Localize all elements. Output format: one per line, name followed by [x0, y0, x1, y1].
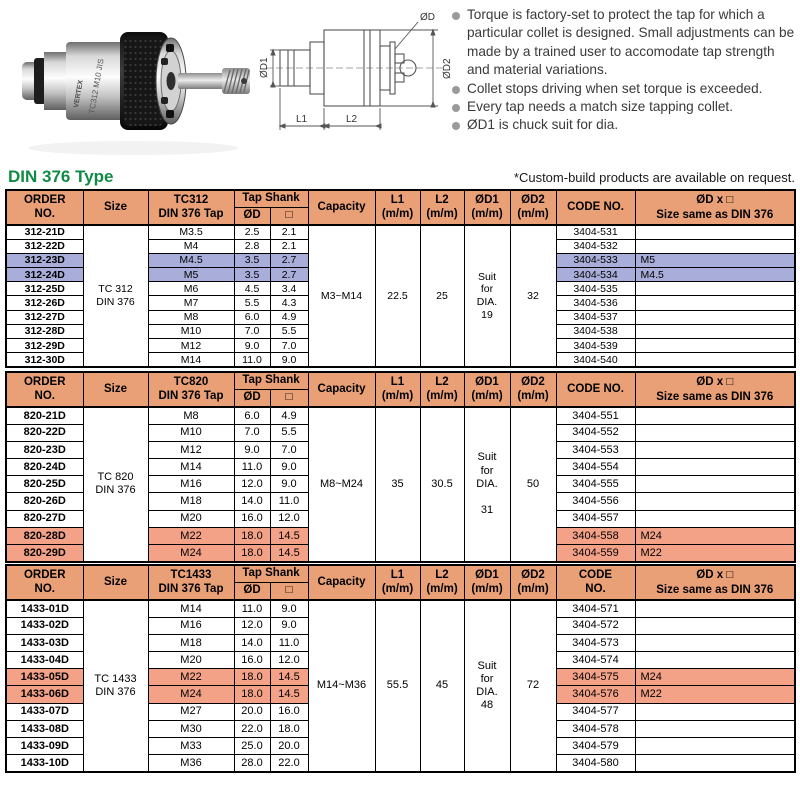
col-l1: L1 (m/m) [375, 372, 420, 407]
page-title: DIN 376 Type [8, 167, 114, 186]
shank-square-cell: 18.0 [270, 720, 308, 737]
shank-square-cell: 5.5 [270, 424, 308, 441]
l1-cell: 55.5 [375, 600, 420, 772]
spec-table-tc820 [5, 371, 796, 563]
feature-item: Every tap needs a match size tapping collet. [452, 98, 796, 116]
same-size-cell: M5 [635, 253, 795, 267]
tap-size-cell: M18 [148, 634, 234, 651]
tap-size-cell: M20 [148, 510, 234, 527]
same-size-cell: M24 [635, 669, 795, 686]
shank-square-cell: 12.0 [270, 652, 308, 669]
same-size-cell [635, 296, 795, 310]
shank-od-cell: 12.0 [234, 617, 270, 634]
tap-size-cell: M4 [148, 239, 234, 253]
col-tap: TC820 DIN 376 Tap [148, 372, 234, 407]
size-cell: TC 312 DIN 376 [83, 225, 148, 367]
col-capacity: Capacity [308, 565, 375, 600]
code-no-cell: 3404-536 [556, 296, 635, 310]
tap-size-cell: M3.5 [148, 225, 234, 239]
order-no-cell: 1433-10D [6, 755, 83, 772]
col-l2: L2 (m/m) [420, 190, 464, 225]
same-size-cell [635, 353, 795, 367]
label-d1: ØD1 [259, 57, 270, 78]
col-tap-shank: Tap Shank [234, 372, 308, 389]
l2-cell: 30.5 [420, 407, 464, 562]
order-no-cell: 312-29D [6, 339, 83, 353]
order-no-cell: 820-22D [6, 424, 83, 441]
code-no-cell: 3404-574 [556, 652, 635, 669]
shank-od-cell: 16.0 [234, 652, 270, 669]
code-no-cell: 3404-534 [556, 268, 635, 282]
shank-square-cell: 20.0 [270, 738, 308, 755]
col-size: Size [83, 565, 148, 600]
col-square: □ [270, 582, 308, 600]
order-no-cell: 820-29D [6, 545, 83, 562]
order-no-cell: 312-23D [6, 253, 83, 267]
col-tap: TC1433 DIN 376 Tap [148, 565, 234, 600]
same-size-cell: M22 [635, 686, 795, 703]
col-od: ØD [234, 207, 270, 225]
col-l1: L1 (m/m) [375, 190, 420, 225]
shank-square-cell: 14.5 [270, 669, 308, 686]
spec-table-tc312 [5, 189, 796, 368]
label-d2: ØD2 [442, 58, 453, 79]
shank-square-cell: 12.0 [270, 510, 308, 527]
shank-square-cell: 2.7 [270, 268, 308, 282]
order-no-cell: 1433-07D [6, 703, 83, 720]
code-no-cell: 3404-538 [556, 324, 635, 338]
shank-od-cell: 11.0 [234, 459, 270, 476]
same-size-cell: M24 [635, 527, 795, 544]
col-od1: ØD1 (m/m) [464, 190, 510, 225]
tap-center-hole [241, 78, 247, 84]
code-no-cell: 3404-578 [556, 720, 635, 737]
col-order: ORDER NO. [6, 565, 83, 600]
shank-od-cell: 6.0 [234, 407, 270, 424]
shank-od-cell: 14.0 [234, 493, 270, 510]
same-size-cell [635, 617, 795, 634]
photo-shadow [28, 141, 238, 155]
shank-od-cell: 6.0 [234, 310, 270, 324]
shank-od-cell: 2.8 [234, 239, 270, 253]
same-size-cell [635, 225, 795, 239]
tap-size-cell: M10 [148, 424, 234, 441]
shank-square-cell: 9.0 [270, 600, 308, 617]
tap-size-cell: M14 [148, 600, 234, 617]
order-no-cell: 312-28D [6, 324, 83, 338]
tap-size-cell: M33 [148, 738, 234, 755]
col-od2: ØD2 (m/m) [510, 372, 556, 407]
code-no-cell: 3404-572 [556, 617, 635, 634]
col-tap: TC312 DIN 376 Tap [148, 190, 234, 225]
code-no-cell: 3404-557 [556, 510, 635, 527]
code-no-cell: 3404-535 [556, 282, 635, 296]
tap-size-cell: M24 [148, 545, 234, 562]
tap-size-cell: M14 [148, 459, 234, 476]
same-size-cell [635, 441, 795, 458]
table-row [6, 600, 795, 617]
same-size-cell [635, 720, 795, 737]
shank-square-cell: 7.0 [270, 441, 308, 458]
order-no-cell: 1433-06D [6, 686, 83, 703]
tap-size-cell: M14 [148, 353, 234, 367]
dimension-drawing [258, 6, 453, 151]
order-no-cell: 820-25D [6, 476, 83, 493]
shank-od-cell: 4.5 [234, 282, 270, 296]
brand-engraving: VERTEX [73, 79, 85, 109]
order-no-cell: 312-21D [6, 225, 83, 239]
table-container-tc1433 [5, 564, 796, 773]
capacity-cell: M3~M14 [308, 225, 375, 367]
same-size-cell [635, 239, 795, 253]
col-l2: L2 (m/m) [420, 565, 464, 600]
tap-size-cell: M30 [148, 720, 234, 737]
table-row [6, 225, 795, 239]
od1-cell: Suit for DIA. 48 [464, 600, 510, 772]
same-size-cell [635, 493, 795, 510]
shank-body [44, 52, 68, 110]
col-code: CODE NO. [556, 372, 635, 407]
order-no-cell: 820-28D [6, 527, 83, 544]
capacity-cell: M14~M36 [308, 600, 375, 772]
order-no-cell: 820-21D [6, 407, 83, 424]
shank-od-cell: 12.0 [234, 476, 270, 493]
capacity-cell: M8~M24 [308, 407, 375, 562]
same-size-cell [635, 324, 795, 338]
shank-square-cell: 5.5 [270, 324, 308, 338]
same-size-cell: M4.5 [635, 268, 795, 282]
same-size-cell [635, 703, 795, 720]
col-od1: ØD1 (m/m) [464, 565, 510, 600]
shank-square-cell: 9.0 [270, 617, 308, 634]
code-no-cell: 3404-532 [556, 239, 635, 253]
col-square: □ [270, 389, 308, 407]
code-no-cell: 3404-580 [556, 755, 635, 772]
shank-od-cell: 7.0 [234, 424, 270, 441]
col-code: CODE NO. [556, 190, 635, 225]
tap-size-cell: M6 [148, 282, 234, 296]
code-no-cell: 3404-539 [556, 339, 635, 353]
shank-od-cell: 5.5 [234, 296, 270, 310]
col-order: ORDER NO. [6, 190, 83, 225]
code-no-cell: 3404-556 [556, 493, 635, 510]
shank-square-cell: 16.0 [270, 703, 308, 720]
shank-square-cell: 9.0 [270, 353, 308, 367]
feature-item: ØD1 is chuck suit for dia. [452, 116, 796, 134]
order-no-cell: 312-25D [6, 282, 83, 296]
code-no-cell: 3404-559 [556, 545, 635, 562]
same-size-cell [635, 407, 795, 424]
tap-size-cell: M8 [148, 310, 234, 324]
tap-size-cell: M20 [148, 652, 234, 669]
col-same: ØD x □ Size same as DIN 376 [635, 565, 795, 600]
code-no-cell: 3404-555 [556, 476, 635, 493]
code-no-cell: 3404-576 [556, 686, 635, 703]
shank-od-cell: 2.5 [234, 225, 270, 239]
same-size-cell [635, 755, 795, 772]
tap-size-cell: M24 [148, 686, 234, 703]
tap-size-cell: M8 [148, 407, 234, 424]
od2-cell: 50 [510, 407, 556, 562]
tap-size-cell: M4.5 [148, 253, 234, 267]
table-container-tc820 [5, 371, 796, 563]
code-no-cell: 3404-571 [556, 600, 635, 617]
collet-slot [166, 44, 174, 52]
shank-square-cell: 14.5 [270, 686, 308, 703]
col-order: ORDER NO. [6, 372, 83, 407]
shank-od-cell: 16.0 [234, 510, 270, 527]
same-size-cell [635, 459, 795, 476]
collet-slot [161, 97, 168, 104]
shank-od-cell: 9.0 [234, 339, 270, 353]
shank-od-cell: 7.0 [234, 324, 270, 338]
tapping-collet-photo [8, 2, 258, 160]
l2-cell: 25 [420, 225, 464, 367]
tap-size-cell: M12 [148, 339, 234, 353]
col-same: ØD x □ Size same as DIN 376 [635, 372, 795, 407]
code-no-cell: 3404-579 [556, 738, 635, 755]
col-code: CODE NO. [556, 565, 635, 600]
shank-square-cell: 4.3 [270, 296, 308, 310]
shank-od-cell: 18.0 [234, 527, 270, 544]
collet-slot [161, 58, 168, 65]
shank-od-cell: 11.0 [234, 353, 270, 367]
label-l1: L1 [296, 114, 308, 125]
shank-od-cell: 18.0 [234, 545, 270, 562]
same-size-cell [635, 600, 795, 617]
collet-slot [166, 110, 174, 118]
same-size-cell [635, 510, 795, 527]
label-l2: L2 [346, 114, 358, 125]
code-no-cell: 3404-533 [556, 253, 635, 267]
col-od: ØD [234, 582, 270, 600]
shank-od-cell: 3.5 [234, 253, 270, 267]
shank-od-cell: 11.0 [234, 600, 270, 617]
same-size-cell [635, 424, 795, 441]
feature-item: Torque is factory-set to protect the tap for which a particular collet is designed. Small adjustments can be made by a trained user to accomodate tap strength and material variations. [452, 6, 796, 80]
order-no-cell: 820-24D [6, 459, 83, 476]
tap-size-cell: M18 [148, 493, 234, 510]
code-no-cell: 3404-553 [556, 441, 635, 458]
shank-od-cell: 14.0 [234, 634, 270, 651]
col-capacity: Capacity [308, 190, 375, 225]
same-size-cell: M22 [635, 545, 795, 562]
l2-cell: 45 [420, 600, 464, 772]
col-od1: ØD1 (m/m) [464, 372, 510, 407]
shank-square-cell: 4.9 [270, 310, 308, 324]
shank-square-cell: 14.5 [270, 545, 308, 562]
tap-size-cell: M5 [148, 268, 234, 282]
same-size-cell [635, 652, 795, 669]
tap-shank [178, 73, 226, 89]
col-tap-shank: Tap Shank [234, 190, 308, 207]
tap-size-cell: M16 [148, 476, 234, 493]
shank-square-cell: 11.0 [270, 493, 308, 510]
same-size-cell [635, 738, 795, 755]
l1-cell: 22.5 [375, 225, 420, 367]
code-no-cell: 3404-552 [556, 424, 635, 441]
feature-item: Collet stops driving when set torque is exceeded. [452, 80, 796, 98]
tap-size-cell: M7 [148, 296, 234, 310]
order-no-cell: 1433-03D [6, 634, 83, 651]
feature-list [452, 6, 796, 135]
collet-center-hole [167, 72, 176, 90]
size-cell: TC 1433 DIN 376 [83, 600, 148, 772]
tap-size-cell: M36 [148, 755, 234, 772]
order-no-cell: 312-26D [6, 296, 83, 310]
order-no-cell: 1433-09D [6, 738, 83, 755]
col-capacity: Capacity [308, 372, 375, 407]
order-no-cell: 820-26D [6, 493, 83, 510]
shank-square-cell: 4.9 [270, 407, 308, 424]
col-size: Size [83, 190, 148, 225]
order-no-cell: 820-23D [6, 441, 83, 458]
code-no-cell: 3404-531 [556, 225, 635, 239]
od1-cell: Suit for DIA. 31 [464, 407, 510, 562]
col-l2: L2 (m/m) [420, 372, 464, 407]
shank-od-cell: 18.0 [234, 686, 270, 703]
col-size: Size [83, 372, 148, 407]
tap-size-cell: M27 [148, 703, 234, 720]
table-row [6, 407, 795, 424]
code-no-cell: 3404-551 [556, 407, 635, 424]
order-no-cell: 1433-08D [6, 720, 83, 737]
order-no-cell: 1433-02D [6, 617, 83, 634]
shank-square-cell: 7.0 [270, 339, 308, 353]
size-cell: TC 820 DIN 376 [83, 407, 148, 562]
model-engraving: TC312 M10 JIS [87, 58, 106, 115]
l1-cell: 35 [375, 407, 420, 562]
tap-size-cell: M10 [148, 324, 234, 338]
custom-note: *Custom-build products are available on request. [513, 170, 795, 185]
product-photo [8, 2, 258, 160]
same-size-cell [635, 634, 795, 651]
col-l1: L1 (m/m) [375, 565, 420, 600]
code-no-cell: 3404-558 [556, 527, 635, 544]
order-no-cell: 312-22D [6, 239, 83, 253]
dimension-diagram [258, 6, 453, 151]
od2-cell: 72 [510, 600, 556, 772]
order-no-cell: 312-24D [6, 268, 83, 282]
label-d: ØD [420, 12, 435, 23]
shank-od-cell: 3.5 [234, 268, 270, 282]
col-od2: ØD2 (m/m) [510, 565, 556, 600]
od2-cell: 32 [510, 225, 556, 367]
order-no-cell: 1433-04D [6, 652, 83, 669]
col-square: □ [270, 207, 308, 225]
tap-size-cell: M22 [148, 669, 234, 686]
tap-size-cell: M22 [148, 527, 234, 544]
code-no-cell: 3404-537 [556, 310, 635, 324]
order-no-cell: 312-30D [6, 353, 83, 367]
order-no-cell: 820-27D [6, 510, 83, 527]
col-tap-shank: Tap Shank [234, 565, 308, 582]
shank-od-cell: 20.0 [234, 703, 270, 720]
shank-outline [280, 50, 310, 86]
table-container-tc312 [5, 189, 796, 368]
code-no-cell: 3404-554 [556, 459, 635, 476]
shank-square-cell: 9.0 [270, 476, 308, 493]
shank-square-cell: 14.5 [270, 527, 308, 544]
shank-square-cell: 2.1 [270, 225, 308, 239]
shank-od-cell: 9.0 [234, 441, 270, 458]
code-no-cell: 3404-575 [556, 669, 635, 686]
same-size-cell [635, 476, 795, 493]
code-no-cell: 3404-577 [556, 703, 635, 720]
same-size-cell [635, 282, 795, 296]
spec-table-tc1433 [5, 564, 796, 773]
col-od2: ØD2 (m/m) [510, 190, 556, 225]
od1-cell: Suit for DIA. 19 [464, 225, 510, 367]
shank-od-cell: 28.0 [234, 755, 270, 772]
order-no-cell: 312-27D [6, 310, 83, 324]
same-size-cell [635, 310, 795, 324]
same-size-cell [635, 339, 795, 353]
shank-square-cell: 22.0 [270, 755, 308, 772]
shank-square-cell: 9.0 [270, 459, 308, 476]
shank-square-cell: 11.0 [270, 634, 308, 651]
shank-square-cell: 3.4 [270, 282, 308, 296]
shank-square-cell: 2.1 [270, 239, 308, 253]
shank-square-cell: 2.7 [270, 253, 308, 267]
col-same: ØD x □ Size same as DIN 376 [635, 190, 795, 225]
code-no-cell: 3404-573 [556, 634, 635, 651]
order-no-cell: 1433-05D [6, 669, 83, 686]
shank-od-cell: 18.0 [234, 669, 270, 686]
order-no-cell: 1433-01D [6, 600, 83, 617]
code-no-cell: 3404-540 [556, 353, 635, 367]
shank-od-cell: 25.0 [234, 738, 270, 755]
shank-od-cell: 22.0 [234, 720, 270, 737]
col-od: ØD [234, 389, 270, 407]
tap-size-cell: M16 [148, 617, 234, 634]
tap-size-cell: M12 [148, 441, 234, 458]
